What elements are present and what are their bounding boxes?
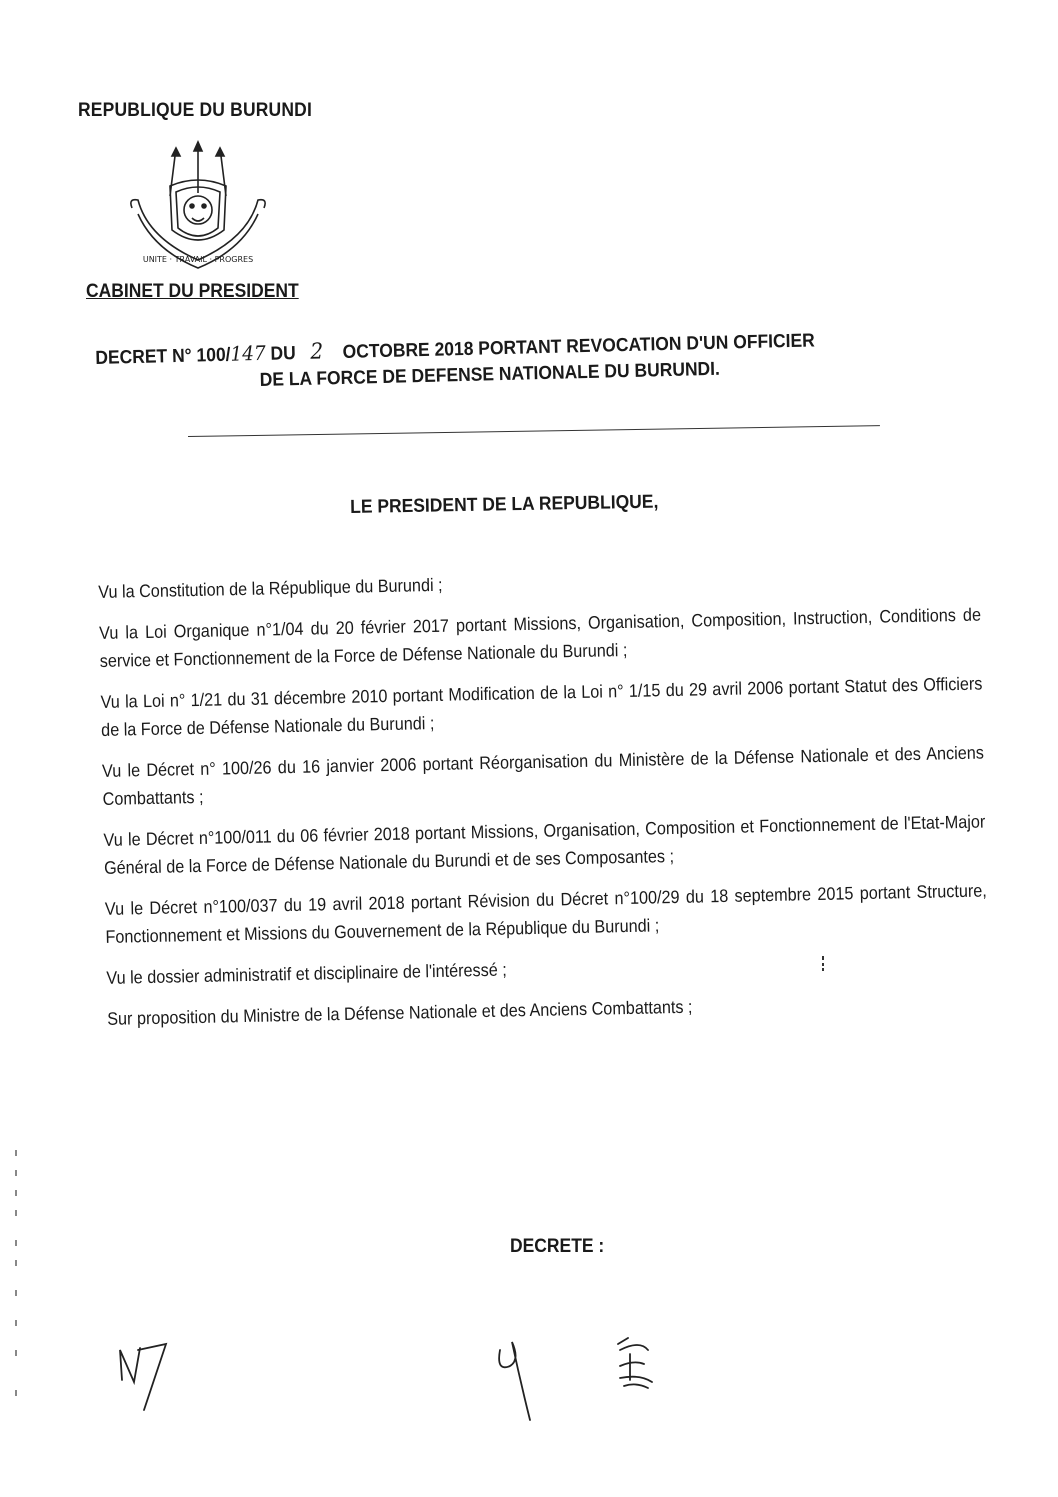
preamble — [98, 560, 990, 1046]
decree-du: DU — [270, 343, 297, 365]
preamble-paragraph: Sur proposition du Ministre de la Défense Nationale et des Anciens Combattants ; — [107, 996, 693, 1029]
cabinet-heading: CABINET DU PRESIDENT — [86, 281, 299, 302]
svg-text:UNITE · TRAVAIL · PROGRES: UNITE · TRAVAIL · PROGRES — [142, 255, 254, 264]
decree-number-handwritten: 147 — [230, 340, 266, 366]
scan-speck — [820, 956, 826, 972]
preamble-paragraph: Vu la Loi n° 1/21 du 31 décembre 2010 portant Modification de la Loi n° 1/15 du 29 avril 2006 portant Statut des Officiers de la Force de Défense Nationale du Burundi ; — [100, 673, 983, 740]
decrete-heading: DECRETE : — [510, 1236, 605, 1257]
decree-title — [95, 324, 924, 398]
preamble-paragraph: Vu la Loi Organique n°1/04 du 20 février 2017 portant Missions, Organisation, Composition, Instruction, Conditions de service et Fonctionnement de la Force de Défense Nationale du Burundi ; — [98, 604, 982, 671]
margin-punch-marks — [14, 1150, 20, 1450]
preamble-paragraph: Vu le Décret n° 100/26 du 16 janvier 2006 portant Réorganisation du Ministère de la Défense Nationale et des Anciens Combattants ; — [101, 742, 985, 809]
coat-of-arms-emblem — [118, 138, 278, 278]
preamble-paragraph: Vu la Constitution de la République du Burundi ; — [98, 574, 443, 602]
decree-title-line2: DE LA FORCE DE DEFENSE NATIONALE DU BURUNDI. — [259, 358, 721, 391]
decree-title-line1: OCTOBRE 2018 PORTANT REVOCATION D'UN OFFICIER — [342, 330, 816, 363]
preamble-paragraph: Vu le Décret n°100/037 du 19 avril 2018 portant Révision du Décret n°100/29 du 18 septembre 2015 portant Structure, Fonctionnement et Missions du Gouvernement de la République du Burundi ; — [104, 880, 987, 947]
decree-day-handwritten: 2 — [310, 339, 324, 365]
decree-prefix: DECRET N° 100/ — [95, 344, 231, 369]
preamble-paragraph: Vu le dossier administratif et disciplinaire de l'intéressé ; — [106, 959, 507, 988]
title-divider — [188, 425, 880, 437]
preamble-paragraph: Vu le Décret n°100/011 du 06 février 2018 portant Missions, Organisation, Composition et Fonctionnement de l'Etat-Major Général de la Force de Défense Nationale du Burundi et de ses Composantes ; — [103, 811, 986, 878]
handwritten-initials — [100, 1320, 720, 1440]
republic-heading: REPUBLIQUE DU BURUNDI — [78, 100, 313, 121]
president-heading: LE PRESIDENT DE LA REPUBLIQUE, — [350, 491, 659, 518]
